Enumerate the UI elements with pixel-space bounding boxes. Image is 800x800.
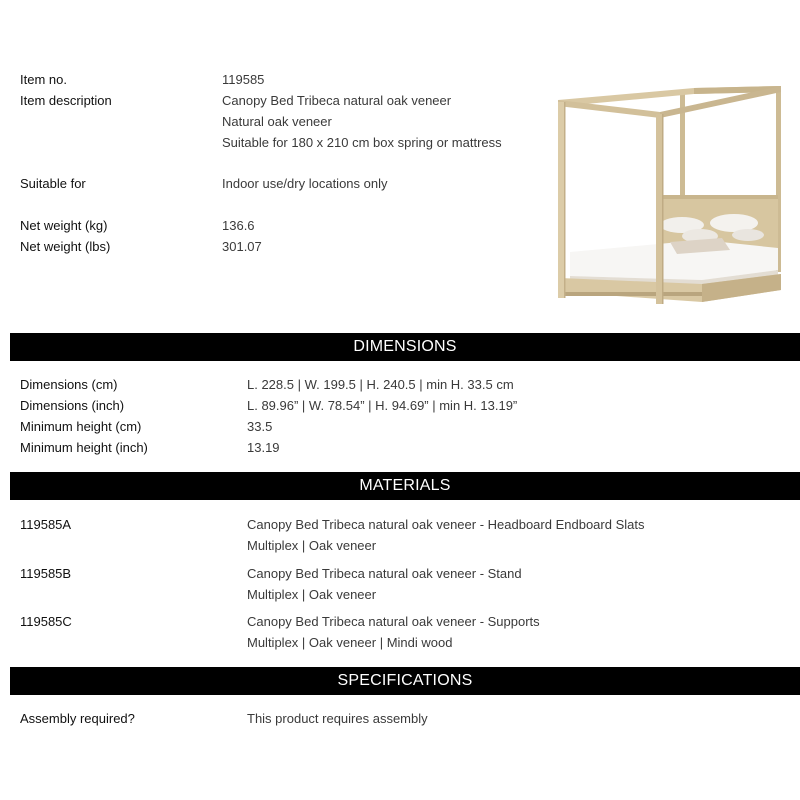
material-code: 119585C xyxy=(20,614,72,629)
min-height-inch-label: Minimum height (inch) xyxy=(20,440,148,455)
dimensions-cm-label: Dimensions (cm) xyxy=(20,377,118,392)
dimensions-inch-label: Dimensions (inch) xyxy=(20,398,125,413)
item-description-label: Item description xyxy=(20,93,112,108)
material-name: Canopy Bed Tribeca natural oak veneer - Stand xyxy=(247,566,522,581)
min-height-cm-label: Minimum height (cm) xyxy=(20,419,142,434)
suitable-for-label: Suitable for xyxy=(20,176,86,191)
material-code: 119585B xyxy=(20,566,72,581)
net-weight-lbs-label: Net weight (lbs) xyxy=(20,239,111,254)
specifications-header: SPECIFICATIONS xyxy=(10,667,800,695)
material-composition: Multiplex | Oak veneer xyxy=(247,587,377,602)
material-code: 119585A xyxy=(20,517,72,532)
dimensions-inch-value: L. 89.96” | W. 78.54” | H. 94.69” | min H. 13.19” xyxy=(247,398,518,413)
item-description-line: Suitable for 180 x 210 cm box spring or mattress xyxy=(222,135,502,150)
item-description-line: Natural oak veneer xyxy=(222,114,332,129)
net-weight-kg-label: Net weight (kg) xyxy=(20,218,108,233)
material-composition: Multiplex | Oak veneer | Mindi wood xyxy=(247,635,453,650)
material-name: Canopy Bed Tribeca natural oak veneer - Supports xyxy=(247,614,540,629)
item-no-value: 119585 xyxy=(222,72,265,87)
dimensions-cm-value: L. 228.5 | W. 199.5 | H. 240.5 | min H. 33.5 cm xyxy=(247,377,514,392)
assembly-required-value: This product requires assembly xyxy=(247,711,428,726)
materials-header: MATERIALS xyxy=(10,472,800,500)
canopy-bed-image xyxy=(552,80,788,312)
net-weight-kg-value: 136.6 xyxy=(222,218,255,233)
min-height-inch-value: 13.19 xyxy=(247,440,280,455)
assembly-required-label: Assembly required? xyxy=(20,711,135,726)
material-composition: Multiplex | Oak veneer xyxy=(247,538,377,553)
net-weight-lbs-value: 301.07 xyxy=(222,239,262,254)
item-no-label: Item no. xyxy=(20,72,67,87)
min-height-cm-value: 33.5 xyxy=(247,419,273,434)
item-description-line: Canopy Bed Tribeca natural oak veneer xyxy=(222,93,452,108)
material-name: Canopy Bed Tribeca natural oak veneer - Headboard Endboard Slats xyxy=(247,517,645,532)
dimensions-header: DIMENSIONS xyxy=(10,333,800,361)
suitable-for-value: Indoor use/dry locations only xyxy=(222,176,388,191)
